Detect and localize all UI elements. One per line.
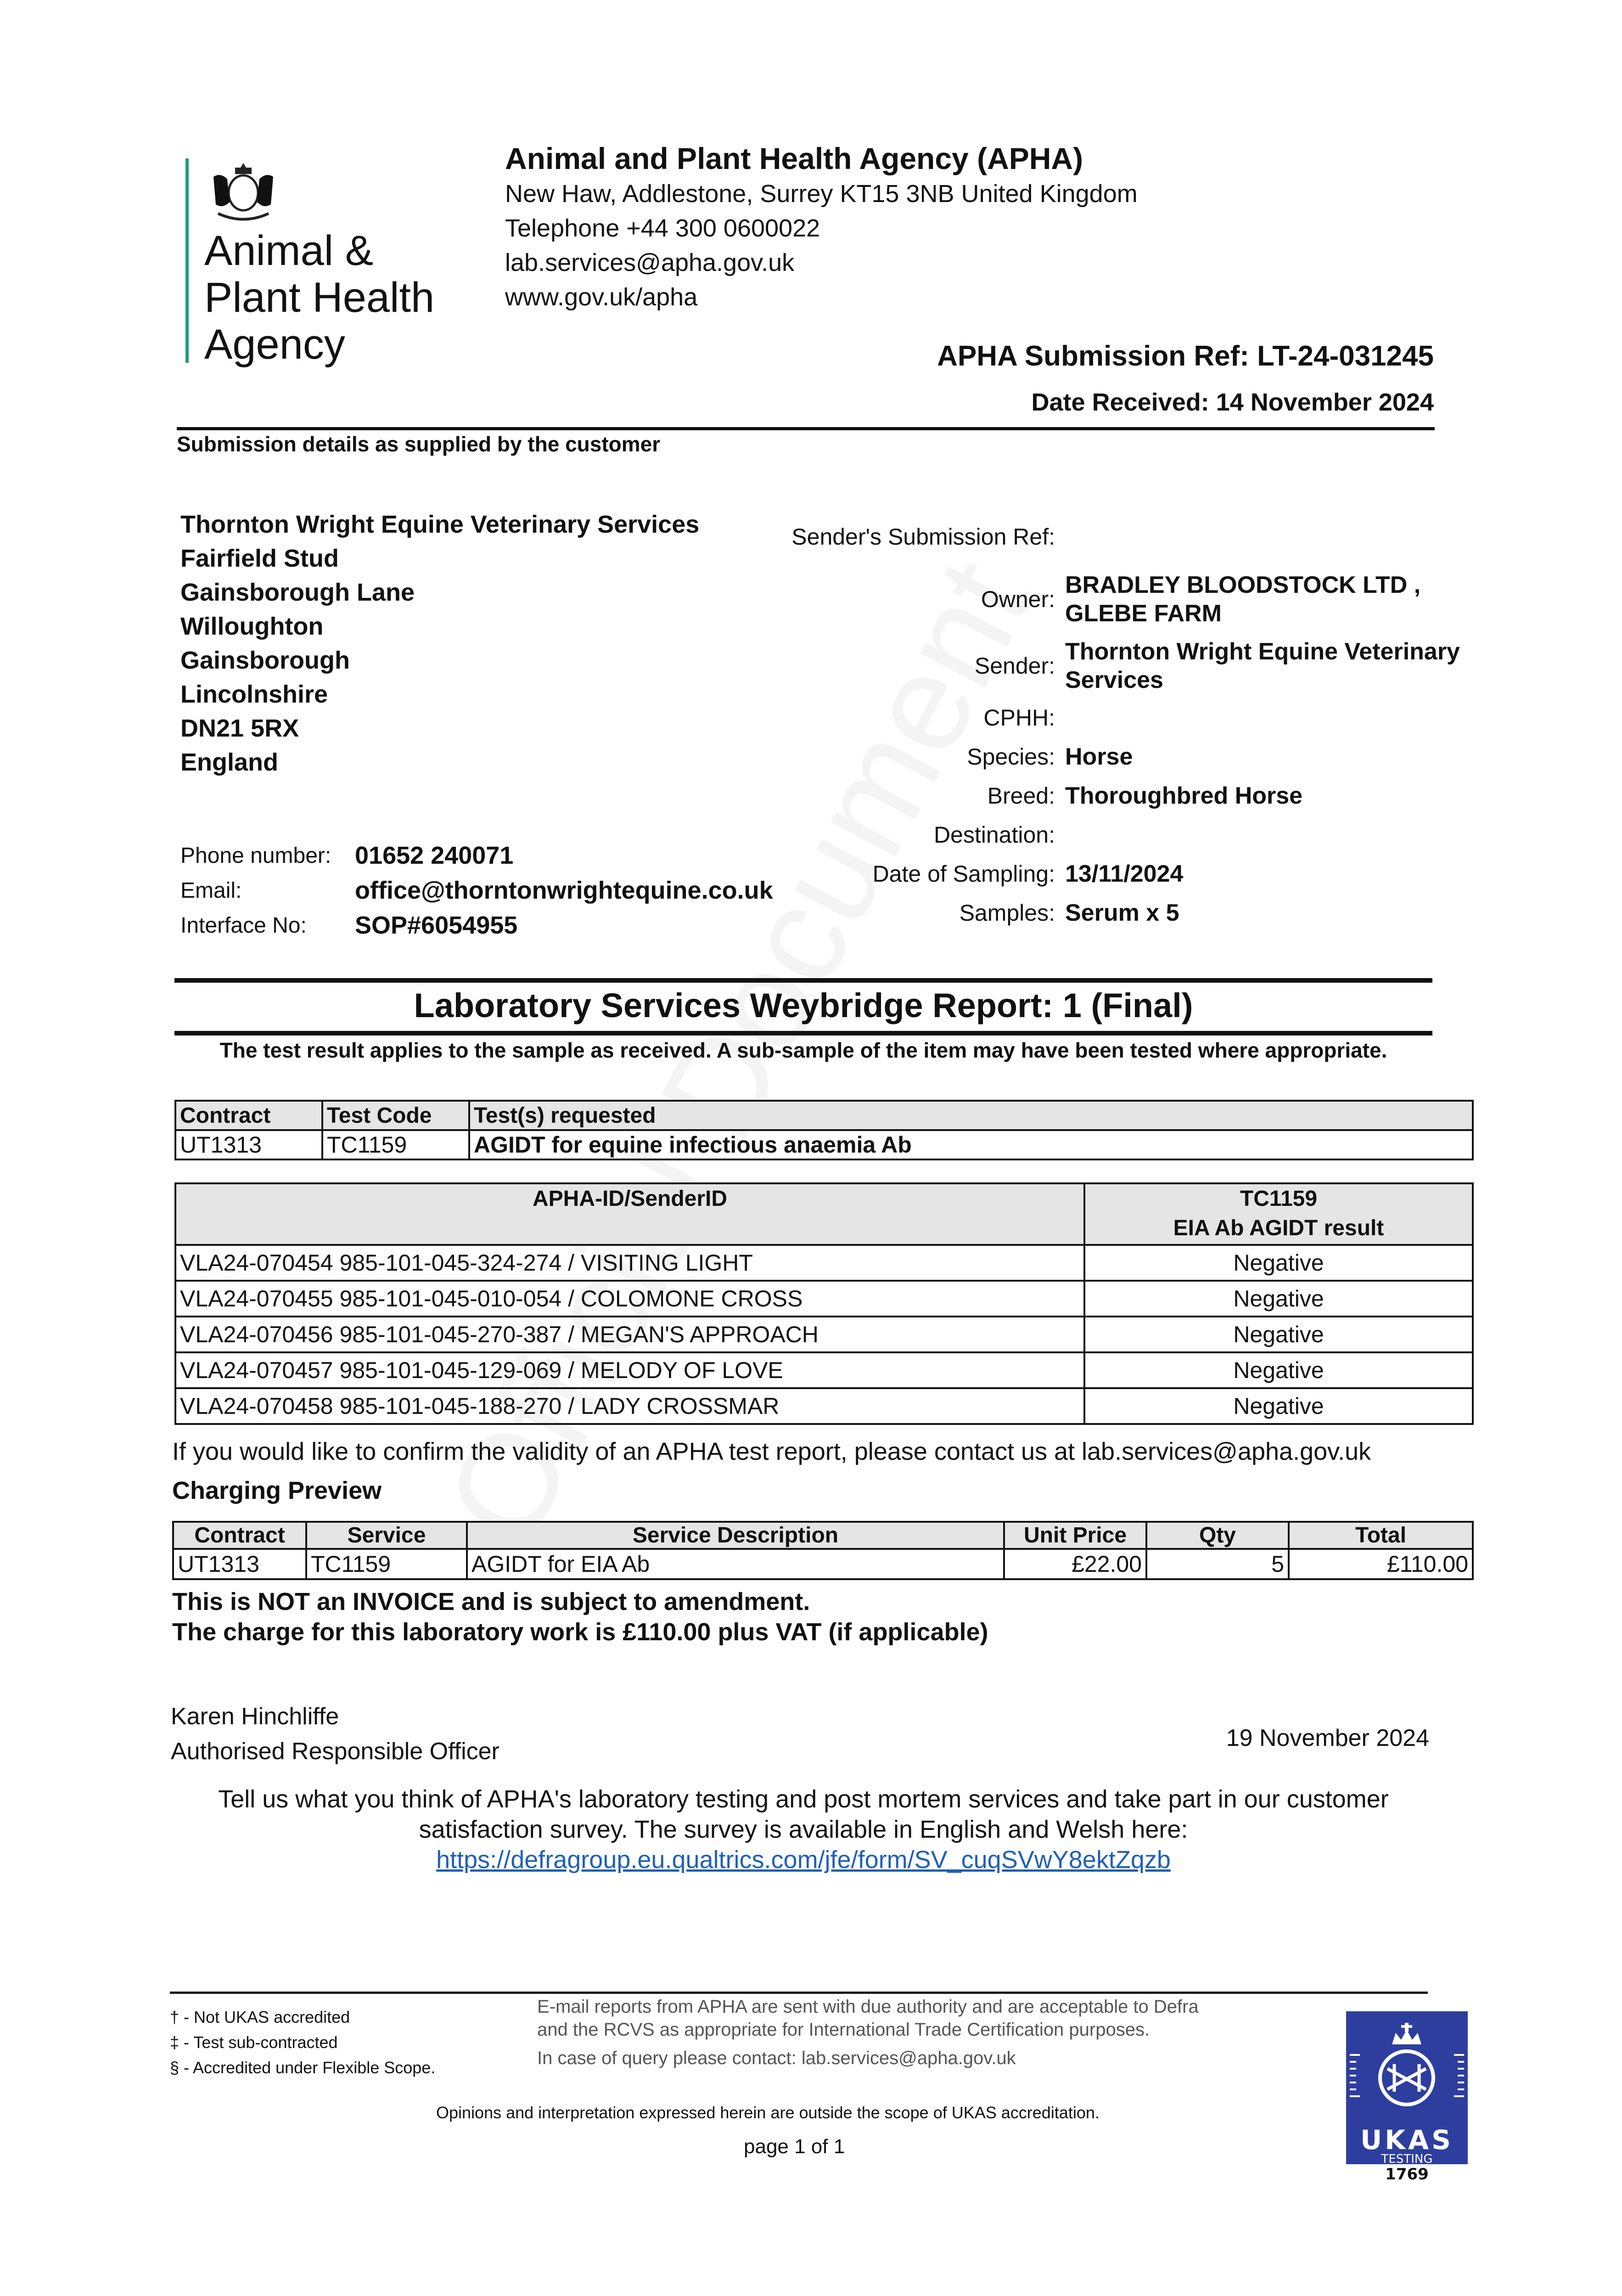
ukas-label: TESTING — [1381, 2152, 1433, 2166]
table-row — [175, 1317, 1473, 1352]
col-test-code: Test Code — [322, 1101, 469, 1130]
divider — [170, 1992, 1428, 1994]
address-line: DN21 5RX — [180, 715, 299, 742]
divider — [174, 978, 1432, 983]
customer-address — [180, 507, 699, 779]
samples-label: Samples: — [959, 900, 1055, 926]
address-line: Gainsborough Lane — [180, 579, 415, 606]
sampling-date-label: Date of Sampling: — [872, 861, 1055, 887]
logo-accent-bar — [185, 158, 189, 363]
ukas-opinions-note: Opinions and interpretation expressed herein are outside the scope of UKAS accreditation. — [436, 2103, 1100, 2122]
test-requested-cell: AGIDT for equine infectious anaemia Ab — [469, 1130, 1473, 1159]
divider — [177, 427, 1435, 430]
legend-item: † - Not UKAS accredited — [170, 2008, 350, 2026]
col-tests-requested: Test(s) requested — [469, 1101, 1473, 1130]
cphh-label: CPHH: — [983, 704, 1055, 731]
table-row — [175, 1281, 1473, 1317]
sample-id-cell: VLA24-070456 985-101-045-270-387 / MEGAN'S APPROACH — [175, 1317, 1084, 1352]
sample-id-cell: VLA24-070454 985-101-045-324-274 / VISITING LIGHT — [175, 1245, 1084, 1281]
test-code-cell: TC1159 — [322, 1130, 469, 1159]
results-table — [174, 1182, 1474, 1425]
address-line: Willoughton — [180, 613, 324, 640]
org-email[interactable]: lab.services@apha.gov.uk — [505, 249, 795, 276]
table-row — [175, 1352, 1473, 1388]
samples-value: Serum x 5 — [1065, 899, 1179, 926]
org-name: Animal and Plant Health Agency (APHA) — [505, 141, 1083, 175]
qty-cell: 5 — [1146, 1549, 1289, 1579]
royal-crest-icon — [202, 158, 285, 227]
page-number: page 1 of 1 — [744, 2135, 845, 2158]
col-apha-id: APHA-ID/SenderID — [175, 1183, 1084, 1245]
address-line: Gainsborough — [180, 647, 350, 674]
phone-value: 01652 240071 — [355, 842, 514, 869]
signature-date: 19 November 2024 — [1226, 1725, 1429, 1751]
table-row — [175, 1130, 1473, 1159]
ukas-testing-badge — [1346, 2011, 1468, 2164]
signatory — [171, 1699, 500, 1769]
ukas-name: UKAS — [1360, 2124, 1454, 2155]
result-cell: Negative — [1084, 1388, 1473, 1424]
col-service: Service — [306, 1522, 467, 1549]
customer-contact — [180, 838, 773, 943]
email-label: Email: — [180, 878, 242, 903]
legend-item: § - Accredited under Flexible Scope. — [170, 2058, 436, 2077]
owner-value: BRADLEY BLOODSTOCK LTD , GLEBE FARM — [1065, 572, 1421, 627]
survey-invitation: Tell us what you think of APHA's laboratory testing and post mortem services and take part in our customer satisfaction survey. The survey is available in English and Welsh here: https://defragroup.eu.qualtrics.com/jfe/form/SV_cuqSVwY8ektZqzb — [218, 1785, 1389, 1874]
address-line: Fairfield Stud — [180, 545, 339, 572]
submission-ref: APHA Submission Ref: LT-24-031245 — [937, 340, 1434, 372]
email-value: office@thorntonwrightequine.co.uk — [355, 877, 773, 904]
address-line: England — [180, 748, 278, 776]
legend-item: ‡ - Test sub-contracted — [170, 2033, 338, 2052]
destination-label: Destination: — [933, 822, 1055, 848]
signatory-role: Authorised Responsible Officer — [171, 1738, 500, 1765]
date-received: Date Received: 14 November 2024 — [1031, 388, 1434, 416]
report-title: Laboratory Services Weybridge Report: 1 (Final) — [414, 986, 1193, 1024]
org-address: New Haw, Addlestone, Surrey KT15 3NB United Kingdom — [505, 180, 1138, 208]
service-cell: TC1159 — [306, 1549, 467, 1579]
col-contract: Contract — [173, 1522, 306, 1549]
result-cell: Negative — [1084, 1281, 1473, 1317]
email-authority-note: E-mail reports from APHA are sent with due authority and are acceptable to Defra and the RCVS as appropriate for International Trade Certification purposes. In case of query please contact: lab.services@apha.gov.uk — [537, 1997, 1199, 2068]
address-line: Lincolnshire — [180, 681, 328, 708]
ukas-crown-emblem-icon — [1346, 2011, 1468, 2126]
sample-id-cell: VLA24-070455 985-101-045-010-054 / COLOMONE CROSS — [175, 1281, 1084, 1317]
charging-preview-title: Charging Preview — [172, 1477, 382, 1504]
senders-ref-label: Sender's Submission Ref: — [791, 524, 1055, 550]
validity-note: If you would like to confirm the validity of an APHA test report, please contact us at lab.services@apha.gov.uk — [172, 1438, 1371, 1465]
org-telephone: Telephone +44 300 0600022 — [505, 214, 820, 242]
survey-link[interactable]: https://defragroup.eu.qualtrics.com/jfe/form/SV_cuqSVwY8ektZqzb — [436, 1846, 1171, 1874]
submission-details — [780, 523, 1515, 932]
sender-label: Sender: — [974, 653, 1055, 679]
signatory-name: Karen Hinchliffe — [171, 1703, 339, 1730]
owner-label: Owner: — [981, 586, 1055, 612]
result-cell: Negative — [1084, 1245, 1473, 1281]
species-value: Horse — [1065, 743, 1133, 770]
sender-value: Thornton Wright Equine Veterinary Services — [1065, 638, 1460, 693]
ukas-accreditation-number: 1769 — [1385, 2165, 1429, 2183]
table-row — [175, 1245, 1473, 1281]
col-total: Total — [1289, 1522, 1473, 1549]
result-cell: Negative — [1084, 1352, 1473, 1388]
accreditation-legend — [170, 2004, 435, 2080]
charging-table — [172, 1521, 1474, 1580]
org-header — [505, 140, 1138, 315]
tests-requested-table — [174, 1100, 1474, 1160]
contract-cell: UT1313 — [175, 1130, 322, 1159]
species-label: Species: — [967, 743, 1055, 770]
sample-id-cell: VLA24-070458 985-101-045-188-270 / LADY CROSSMAR — [175, 1388, 1084, 1424]
interface-label: Interface No: — [180, 913, 307, 938]
address-line: Thornton Wright Equine Veterinary Services — [180, 511, 700, 538]
contract-cell: UT1313 — [173, 1549, 306, 1579]
phone-label: Phone number: — [180, 843, 331, 868]
org-website[interactable]: www.gov.uk/apha — [505, 283, 698, 311]
table-row — [173, 1549, 1473, 1579]
unit-price-cell: £22.00 — [1004, 1549, 1146, 1579]
sampling-date-value: 13/11/2024 — [1065, 860, 1184, 887]
col-service-description: Service Description — [467, 1522, 1004, 1549]
divider — [174, 1031, 1432, 1035]
result-cell: Negative — [1084, 1317, 1473, 1352]
col-qty: Qty — [1146, 1522, 1289, 1549]
total-cell: £110.00 — [1289, 1549, 1473, 1579]
interface-value: SOP#6054955 — [355, 912, 518, 939]
breed-label: Breed: — [987, 782, 1055, 809]
col-contract: Contract — [175, 1101, 322, 1130]
sample-id-cell: VLA24-070457 985-101-045-129-069 / MELODY OF LOVE — [175, 1352, 1084, 1388]
col-unit-price: Unit Price — [1004, 1522, 1146, 1549]
section-label: Submission details as supplied by the customer — [177, 432, 661, 456]
table-row — [175, 1388, 1473, 1424]
breed-value: Thoroughbred Horse — [1065, 782, 1303, 809]
report-note: The test result applies to the sample as received. A sub-sample of the item may have been tested where appropriate. — [219, 1038, 1387, 1062]
agency-logo-text: Animal & Plant Health Agency — [204, 227, 435, 368]
col-result: TC1159 EIA Ab AGIDT result — [1084, 1183, 1473, 1245]
invoice-disclaimer: This is NOT an INVOICE and is subject to amendment. The charge for this laboratory work is £110.00 plus VAT (if applicable) — [172, 1588, 988, 1646]
service-description-cell: AGIDT for EIA Ab — [467, 1549, 1004, 1579]
